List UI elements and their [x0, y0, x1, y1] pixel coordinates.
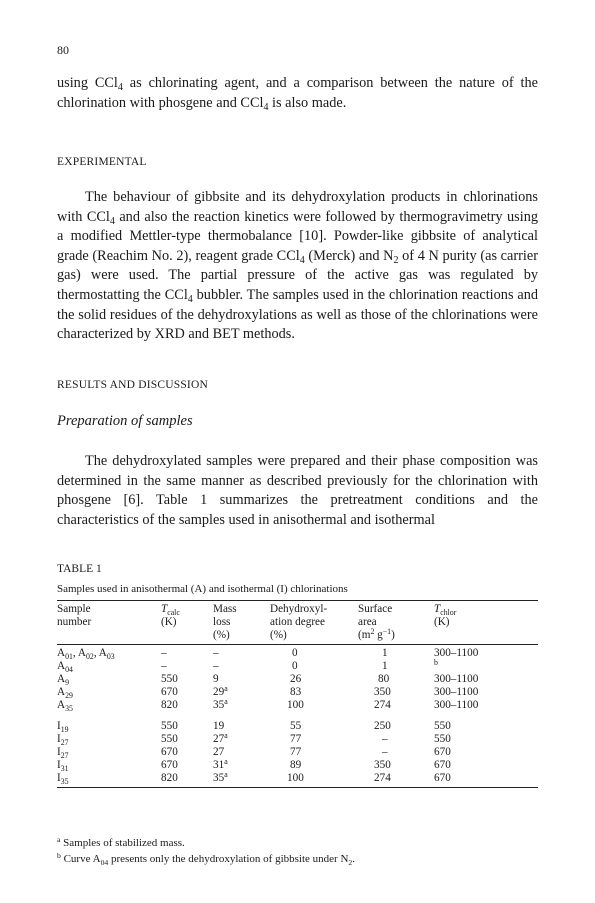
results-paragraph: The dehydroxylated samples were prepared and their phase composition was determined in the same manner as described previously for the chlorination with phosgene [6]. Table 1 summarizes the pretreatment conditions and the characteristics of the samples used in anisothermal and isothermal — [57, 453, 538, 528]
page-number: 80 — [57, 43, 69, 57]
table-row: $A_9$ 550 9 26 80 300–1100 — [57, 673, 479, 687]
table-row: $I_{27}$ 550 27$^a$ 77 – 550 — [57, 731, 451, 747]
table-label: TABLE 1 — [57, 563, 102, 575]
table-row: $I_{27}$ 670 27 77 – 670 — [57, 746, 451, 760]
col-sample: Sample number — [57, 601, 161, 643]
table-row: $I_{35}$ 820 35$^a$ 100 274 670 — [57, 772, 538, 788]
experimental-heading: EXPERIMENTAL — [57, 156, 147, 168]
results-heading: RESULTS AND DISCUSSION — [57, 379, 208, 391]
col-mass-loss: Mass loss (%) — [213, 601, 270, 643]
col-dehydroxylation: Dehydroxyl- ation degree (%) — [270, 601, 358, 643]
col-tcalc: $T_{calc}$ (K) — [161, 601, 213, 643]
table-row: $A_{35}$ 820 35$^a$ 100 274 300–1100 — [57, 697, 479, 713]
table-row: $A_{29}$ 670 29$^a$ 83 350 300–1100 — [57, 684, 479, 700]
intro-paragraph: using CCl$_4$ as chlorinating agent, and a comparison between the nature of the chlorination with phosgene and CCl$_4$ is also made. — [57, 75, 538, 113]
experimental-paragraph: The behaviour of gibbsite and its dehydroxylation products in chlorinations with CCl$_4$ and also the reaction kinetics were followed by thermogravimetry using a modified Mettler-type thermobalance [10]. Powder-like gibbsite of analytical grade (Reachim No. 2), reagent grade CCl$_4$ (Merck) and $N_2$ of 4 N purity (as carrier gas) were used. The partial pressure of the active gas was regulated by thermostatting the CCl$_4$ bubbler. The samples used in the chlorination reactions and the solid residues of the dehydroxylations as well as those of the chlorinations were characterized by XRD and BET methods. — [57, 189, 539, 343]
col-tchlor: $T_{chlor}$ (K) — [434, 601, 538, 643]
table-row: $A_{01}$, $A_{02}$, $A_{03}$ – – 0 1 300–1100 — [57, 647, 479, 661]
section-subheading: Preparation of samples — [57, 413, 193, 429]
table-caption: Samples used in anisothermal (A) and isothermal (I) chlorinations — [57, 583, 348, 595]
table-row: $A_{04}$ – – 0 1 $^b$ — [57, 658, 438, 674]
footnote-a: $^a$ Samples of stabilized mass. — [57, 835, 185, 849]
col-surface-area: Surface area ($m^2$ $g^{-1}$) — [358, 601, 434, 643]
table-row: $I_{19}$ 550 19 55 250 550 — [57, 720, 451, 734]
footnote-b: $^b$ Curve $A_{04}$ presents only the dehydroxylation of gibbsite under $N_2$. — [57, 851, 355, 867]
table-row: $I_{31}$ 670 31$^a$ 89 350 670 — [57, 757, 451, 773]
samples-table — [57, 600, 538, 788]
